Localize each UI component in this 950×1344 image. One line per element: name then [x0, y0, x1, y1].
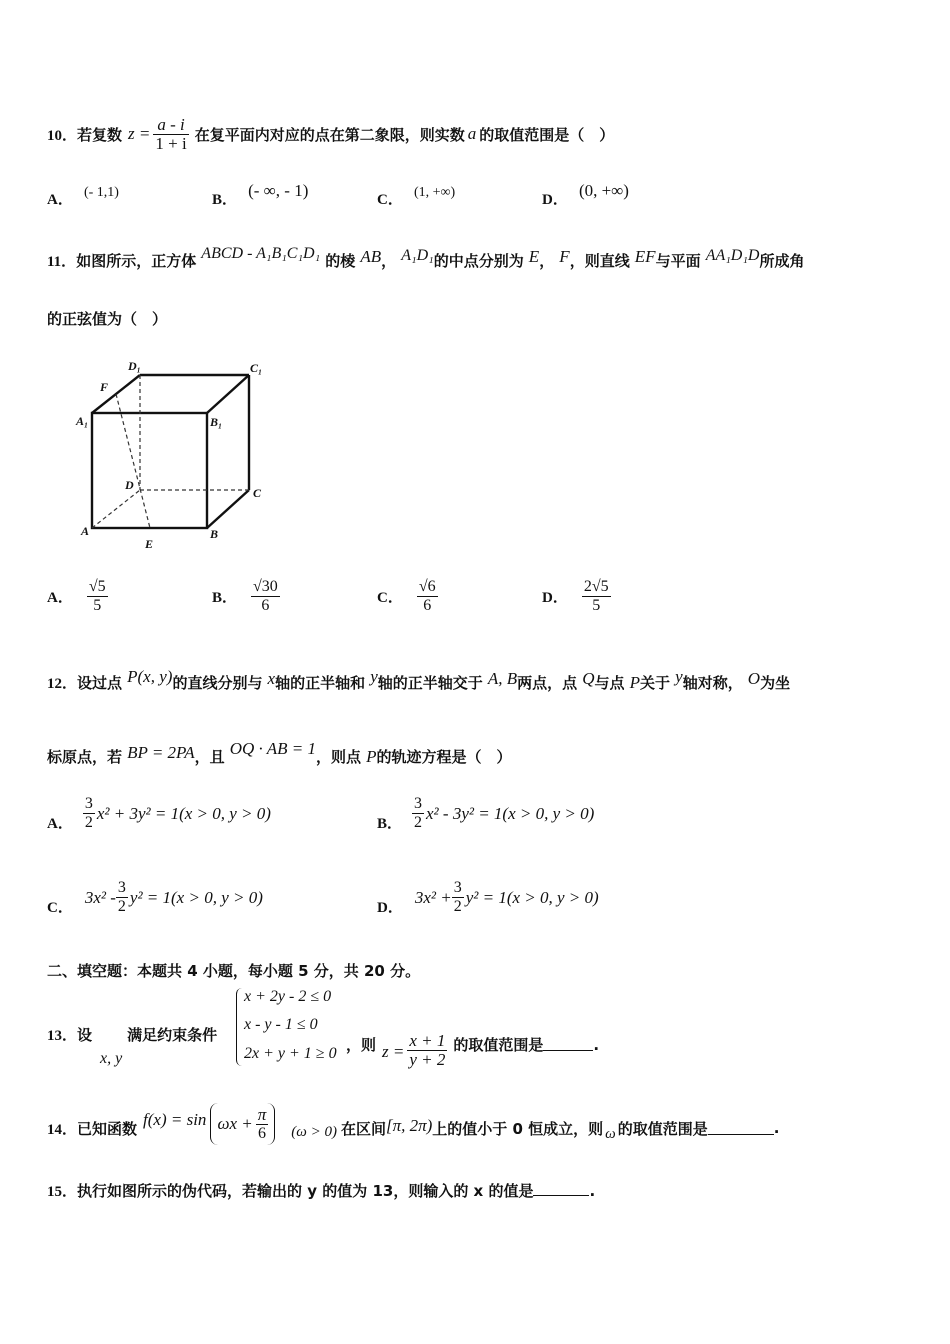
frac-den: 6	[423, 597, 432, 614]
q10-option-b	[212, 181, 309, 209]
q11-text: 的中点分别为	[433, 252, 524, 270]
q11-text: 与平面	[655, 252, 701, 270]
q11-option-c	[377, 578, 438, 615]
q10-line	[47, 104, 614, 164]
option-label: A．	[47, 192, 73, 208]
q13-vars: x, y	[100, 1050, 123, 1067]
option-equation-pre: 3x² -	[84, 887, 116, 907]
option-fraction	[83, 795, 95, 832]
q11-number: 11．	[47, 254, 77, 270]
q10-option-d	[542, 181, 629, 209]
frac-den: 2	[84, 814, 93, 831]
q13-z-eq: z =	[382, 1041, 405, 1061]
q13-text: .	[593, 1035, 600, 1054]
frac-den: 5	[93, 597, 102, 614]
q11-cube: ABCD - A₁B₁C₁D₁	[201, 245, 321, 262]
q14-interval: [π, 2π)	[385, 1116, 433, 1135]
option-fraction	[582, 578, 611, 615]
label-d1: D₁	[128, 359, 141, 373]
q15-text: .	[589, 1182, 596, 1200]
q10-fraction	[153, 116, 188, 153]
q10-middle: 在复平面内对应的点在第二象限，则实数	[194, 125, 465, 144]
q12-line1	[47, 667, 791, 693]
option-label: B．	[212, 192, 238, 208]
frac-num: 2√5	[583, 578, 609, 595]
q12-q: Q	[582, 669, 595, 688]
q12-p: P	[366, 747, 377, 766]
option-label: D．	[377, 900, 403, 916]
q11-a1d1: A₁D₁	[401, 247, 434, 264]
q13-constraint-2: x - y - 1 ≤ 0	[244, 1016, 318, 1033]
q12-text: 两点，点	[517, 674, 578, 692]
option-equation: x² + 3y² = 1(x > 0, y > 0)	[96, 803, 271, 823]
q13-text: ，则	[346, 1036, 377, 1054]
q12-text: 轴的正半轴和	[275, 674, 366, 692]
q11-f: F	[559, 247, 570, 266]
frac-num: 3	[84, 795, 93, 812]
q15-text: 执行如图所示的伪代码，若输出的 y 的值为 13，则输入的 x 的值是	[77, 1182, 534, 1200]
q11-ef: EF	[634, 247, 656, 266]
q12-p: P	[629, 673, 641, 692]
frac-num: √30	[253, 578, 278, 595]
q14-answer-blank[interactable]	[708, 1122, 774, 1135]
label-c: C	[253, 486, 262, 500]
q10-z-eq: z =	[128, 124, 151, 143]
q13-fraction	[407, 1032, 447, 1069]
frac-den: 2	[453, 898, 462, 915]
q11-text: 如图所示，正方体	[76, 252, 197, 270]
label-a1: A₁	[76, 414, 89, 428]
q12-text: ，则点	[315, 748, 361, 766]
q12-point-p: P(x, y)	[127, 667, 173, 686]
q11-line2: 的正弦值为（ ）	[47, 310, 168, 328]
label-a: A	[81, 524, 90, 538]
q14-text: 在区间	[340, 1119, 386, 1138]
q14-text: .	[773, 1119, 780, 1137]
frac-den: 6	[257, 1124, 266, 1142]
q12-text: 轴对称，	[682, 674, 743, 692]
option-fraction	[412, 795, 424, 832]
q12-option-d	[377, 878, 599, 917]
q12-x: x	[267, 669, 276, 688]
q14-text: 已知函数	[77, 1119, 138, 1138]
q11-text: ，	[381, 252, 397, 270]
option-label: A．	[47, 816, 73, 832]
option-label: C．	[377, 192, 403, 208]
q11-text: ，则直线	[569, 252, 630, 270]
q13-answer-blank[interactable]	[543, 1038, 593, 1051]
q10-suffix: 的取值范围是（ ）	[479, 125, 615, 144]
q12-option-b	[377, 794, 594, 833]
option-label: C．	[377, 590, 403, 606]
q14-text: 的取值范围是	[617, 1119, 708, 1138]
q10-var: a	[467, 124, 477, 143]
label-f: F	[100, 380, 109, 394]
q14-fraction	[256, 1106, 269, 1143]
q12-y: y	[370, 667, 378, 686]
frac-den: 6	[261, 597, 270, 614]
q12-text: 的轨迹方程是（ ）	[376, 748, 512, 766]
q13-text: 的取值范围是	[453, 1036, 544, 1054]
q13-tail	[346, 1020, 599, 1069]
option-label: D．	[542, 192, 568, 208]
frac-num: √5	[88, 578, 106, 595]
q12-ab: A, B	[487, 669, 518, 688]
q14-omega-x: ωx +	[217, 1114, 253, 1133]
q12-bp: BP = 2PA	[127, 743, 195, 762]
q10-frac-den: 1 + i	[155, 133, 187, 153]
label-c1: C₁	[250, 361, 263, 375]
q14-paren-group	[210, 1103, 275, 1145]
q14-number: 14．	[47, 1121, 78, 1138]
cube-front-face	[92, 413, 207, 528]
label-b: B	[210, 527, 219, 541]
q15-answer-blank[interactable]	[533, 1183, 589, 1196]
frac-num: 3	[117, 879, 126, 896]
q12-text: 与点	[594, 674, 625, 692]
q12-number: 12．	[47, 676, 78, 692]
q10-prefix: 若复数	[77, 125, 123, 144]
option-fraction	[251, 578, 280, 615]
option-fraction	[417, 578, 438, 615]
option-fraction	[87, 578, 108, 615]
label-b1: B₁	[210, 415, 223, 429]
q12-y: y	[675, 667, 683, 686]
cube-hidden-edge	[92, 490, 140, 528]
cube-edge	[207, 375, 249, 413]
frac-den: 2	[414, 814, 423, 831]
q13-text: 满足约束条件	[127, 1026, 218, 1044]
option-label: A．	[47, 590, 73, 606]
q14-text: 上的值小于 0 恒成立，则	[432, 1119, 604, 1138]
q12-text: 的直线分别与	[172, 674, 263, 692]
section-title: 二、填空题：本题共 4 小题，每小题 5 分，共 20 分。	[47, 962, 421, 980]
option-equation: y² = 1(x > 0, y > 0)	[129, 887, 263, 907]
frac-den: y + 2	[409, 1050, 446, 1069]
q14-omega: ω	[605, 1125, 616, 1142]
q11-text: 的棱	[325, 252, 356, 270]
q10-frac-num: a - i	[157, 114, 185, 134]
q11-plane: AA₁D₁D	[705, 247, 760, 264]
q14-line	[47, 1098, 779, 1158]
label-e: E	[145, 537, 154, 551]
q14-condition: (ω > 0)	[291, 1123, 337, 1140]
q11-line1	[47, 245, 805, 271]
q13-text: 设	[77, 1026, 93, 1044]
q11-option-d	[542, 578, 611, 615]
option-label: D．	[542, 590, 568, 606]
option-label: B．	[377, 816, 403, 832]
option-label: B．	[212, 590, 238, 606]
q11-option-a	[47, 578, 108, 615]
option-value: (0, +∞)	[578, 181, 629, 200]
option-label: C．	[47, 900, 73, 916]
q12-text: 关于	[640, 674, 671, 692]
frac-den: 5	[592, 597, 601, 614]
q12-line2	[47, 739, 512, 767]
q15-line	[47, 1180, 595, 1201]
q10-option-c	[377, 185, 456, 209]
q12-text: 设过点	[77, 674, 123, 692]
q11-ab: AB	[360, 247, 382, 266]
q11-text: ，	[539, 252, 555, 270]
option-value: (- ∞, - 1)	[248, 181, 309, 200]
q10-option-a	[47, 185, 119, 209]
q12-option-c	[47, 878, 263, 917]
option-value: (1, +∞)	[413, 185, 456, 200]
q12-text: 标原点，若	[47, 748, 123, 766]
q11-text: 所成角	[759, 252, 805, 270]
q12-oq: OQ · AB = 1	[229, 739, 316, 758]
option-equation: x² - 3y² = 1(x > 0, y > 0)	[426, 803, 595, 823]
q13-number: 13．	[47, 1028, 78, 1044]
option-fraction	[452, 879, 464, 916]
q13-line	[47, 1024, 217, 1045]
q12-text: 为坐	[760, 674, 791, 692]
frac-num: π	[257, 1104, 267, 1124]
q11-cube-figure	[70, 355, 290, 555]
q15-number: 15．	[47, 1184, 78, 1200]
frac-den: 2	[117, 898, 126, 915]
q12-o: O	[747, 669, 761, 688]
q13-constraint-1: x + 2y - 2 ≤ 0	[244, 988, 332, 1005]
label-d: D	[125, 478, 134, 492]
frac-num: √6	[418, 578, 436, 595]
q12-option-a	[47, 794, 271, 833]
frac-num: 3	[453, 879, 462, 896]
option-equation: y² = 1(x > 0, y > 0)	[465, 887, 599, 907]
q10-number: 10．	[47, 127, 78, 144]
frac-num: x + 1	[409, 1031, 446, 1050]
q14-function: f(x) = sin	[143, 1110, 207, 1129]
option-value: (- 1,1)	[83, 185, 119, 200]
q11-option-b	[212, 578, 280, 615]
q13-constraint-3: 2x + y + 1 ≥ 0	[244, 1045, 337, 1062]
option-fraction	[116, 879, 128, 916]
q12-text: ，且	[194, 748, 225, 766]
q12-text: 轴的正半轴交于	[377, 674, 483, 692]
option-equation-pre: 3x² +	[414, 887, 452, 907]
frac-num: 3	[414, 795, 423, 812]
q11-e: E	[528, 247, 540, 266]
cube-edge	[207, 490, 249, 528]
